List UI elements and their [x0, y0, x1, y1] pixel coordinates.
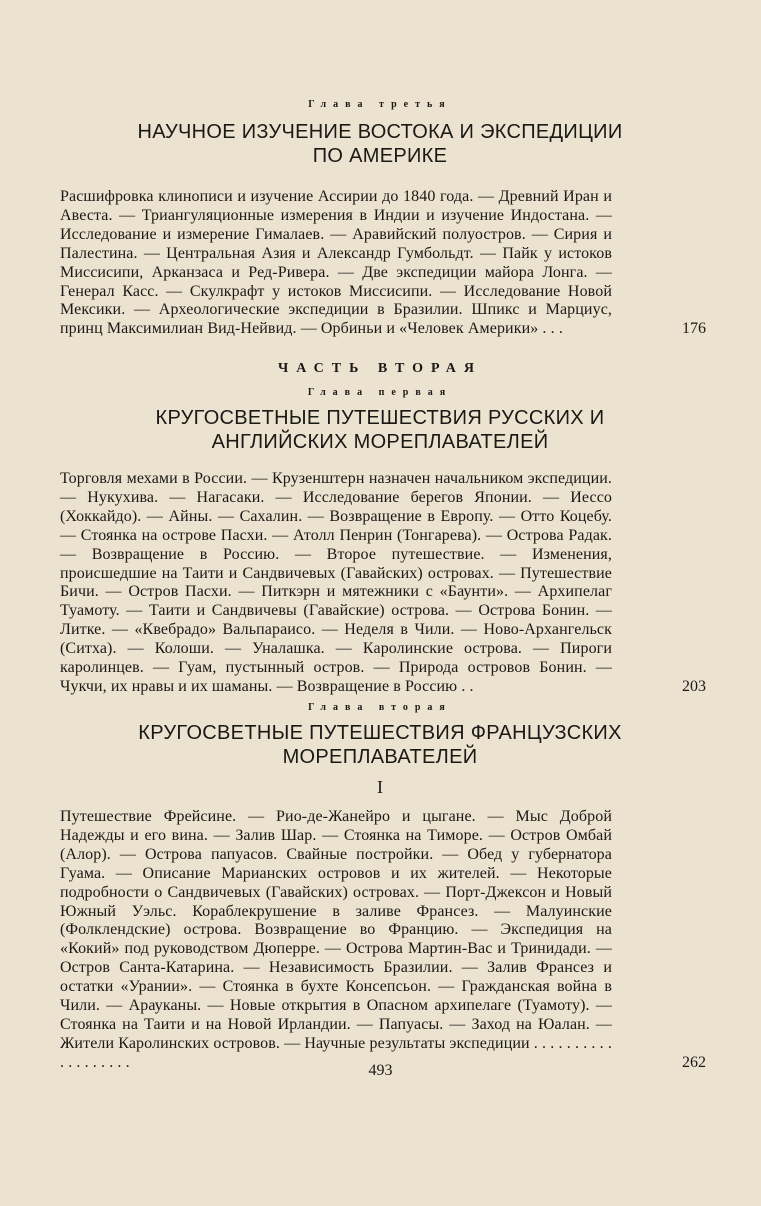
part-two-block: [60, 361, 700, 377]
chapter-summary: Путешествие Фрейсине. — Рио-де-Жанейро и цыгане. — Мыс Доброй Надежды и его вина. — Залив Шар. — Стоянка на Тиморе. — Остров Омбай (Алор). — Острова папуасов. Свайные постройки. — Обед у губернатора Гуама. — Описание Марианских островов и их жителей. — Некоторые подробности о Сандвичевых (Гавайских) островах. — Порт-Джексон и Новый Южный Уэльс. Кораблекрушение в заливе Франсез. — Малуинские (Фолклендские) острова. Возвращение во Францию. — Экспедиция на «Кокий» под руководством Дюперре. — Острова Мартин-Вас и Тринидади. — Остров Санта-Катарина. — Независимость Бразилии. — Залив Франсез и остатки «Урании». — Стоянка в бухте Консепсьон. — Гражданская война в Чили. — Арауканы. — Новые открытия в Опасном архипелаге (Туамоту). — Стоянка на Таити и на Новой Ирландии. — Папуасы. — Заход на Юалан. — Жители Каролинских островов. — Научные результаты экспедиции . . . . . . . . . . . . . . . . . . .: [60, 808, 612, 1071]
chapter-two-block: [60, 702, 706, 1073]
folio-page-number: 493: [368, 1062, 393, 1079]
chapter-label: Глава вторая: [308, 702, 452, 713]
chapter-label: Глава третья: [308, 99, 452, 110]
toc-entry: [60, 188, 706, 339]
chapter-one-block: [60, 387, 706, 697]
page-number: 203: [682, 677, 706, 695]
chapter-label: Глава первая: [307, 387, 453, 398]
chapter-summary: Торговля мехами в России. — Крузенштерн назначен начальником экспедиции. — Нукухива. — Нагасаки. — Исследование берегов Японии. — Иессо (Хоккайдо). — Айны. — Сахалин. — Возвращение в Европу. — Отто Коцебу. — Стоянка на острове Пасхи. — Атолл Пенрин (Тонгарева). — Острова Радак. — Возвращение в Россию. — Второе путешествие. — Изменения, происшедшие на Таити и Сандвичевых (Гавайских) островах. — Путешествие Бичи. — Остров Пасхи. — Питкэрн и мятежники с «Баунти». — Архипелаг Туамоту. — Таити и Сандвичевы (Гавайские) острова. — Острова Бонин. — Литке. — «Квебрадо» Вальпараисо. — Неделя в Чили. — Ново-Архангельск (Ситха). — Колоши. — Уналашка. — Каролинские острова. — Пироги каролинцев. — Гуам, пустынный остров. — Природа островов Бонин. — Чукчи, их нравы и их шаманы. — Возвращение в Россию . .: [60, 470, 612, 695]
part-label: ЧАСТЬ ВТОРАЯ: [277, 361, 483, 376]
chapter-title-line2: МОРЕПЛАВАТЕЛЕЙ: [282, 746, 478, 768]
chapter-title-line2: АНГЛИЙСКИХ МОРЕПЛАВАТЕЛЕЙ: [211, 431, 549, 453]
section-number: I: [377, 777, 383, 797]
chapter-title-line1: КРУГОСВЕТНЫЕ ПУТЕШЕСТВИЯ ФРАНЦУЗСКИХ: [138, 722, 622, 744]
chapter-three-block: [60, 99, 706, 339]
toc-entry: [60, 470, 706, 697]
chapter-title-line1: НАУЧНОЕ ИЗУЧЕНИЕ ВОСТОКА И ЭКСПЕДИЦИИ: [137, 121, 623, 143]
page-number: 176: [682, 320, 706, 338]
chapter-title-line1: КРУГОСВЕТНЫЕ ПУТЕШЕСТВИЯ РУССКИХ И: [155, 407, 605, 429]
toc-entry: [60, 808, 706, 1073]
page-number: 262: [682, 1053, 706, 1071]
chapter-summary: Расшифровка клинописи и изучение Ассирии до 1840 года. — Древний Иран и Авеста. — Триангуляционные измерения в Индии и изучение Индостана. — Исследование и измерение Гималаев. — Аравийский полуостров. — Сирия и Палестина. — Центральная Азия и Александр Гумбольдт. — Пайк у истоков Миссисипи, Арканзаса и Ред-Ривера. — Две экспедиции майора Лонга. — Генерал Касс. — Скулкрафт у истоков Миссисипи. — Исследование Новой Мексики. — Археологические экспедиции в Бразилии. Шпикс и Марциус, принц Максимилиан Вид-Нейвид. — Орбиньи и «Человек Америки» . . .: [60, 188, 612, 338]
chapter-title-line2: ПО АМЕРИКЕ: [312, 145, 448, 167]
